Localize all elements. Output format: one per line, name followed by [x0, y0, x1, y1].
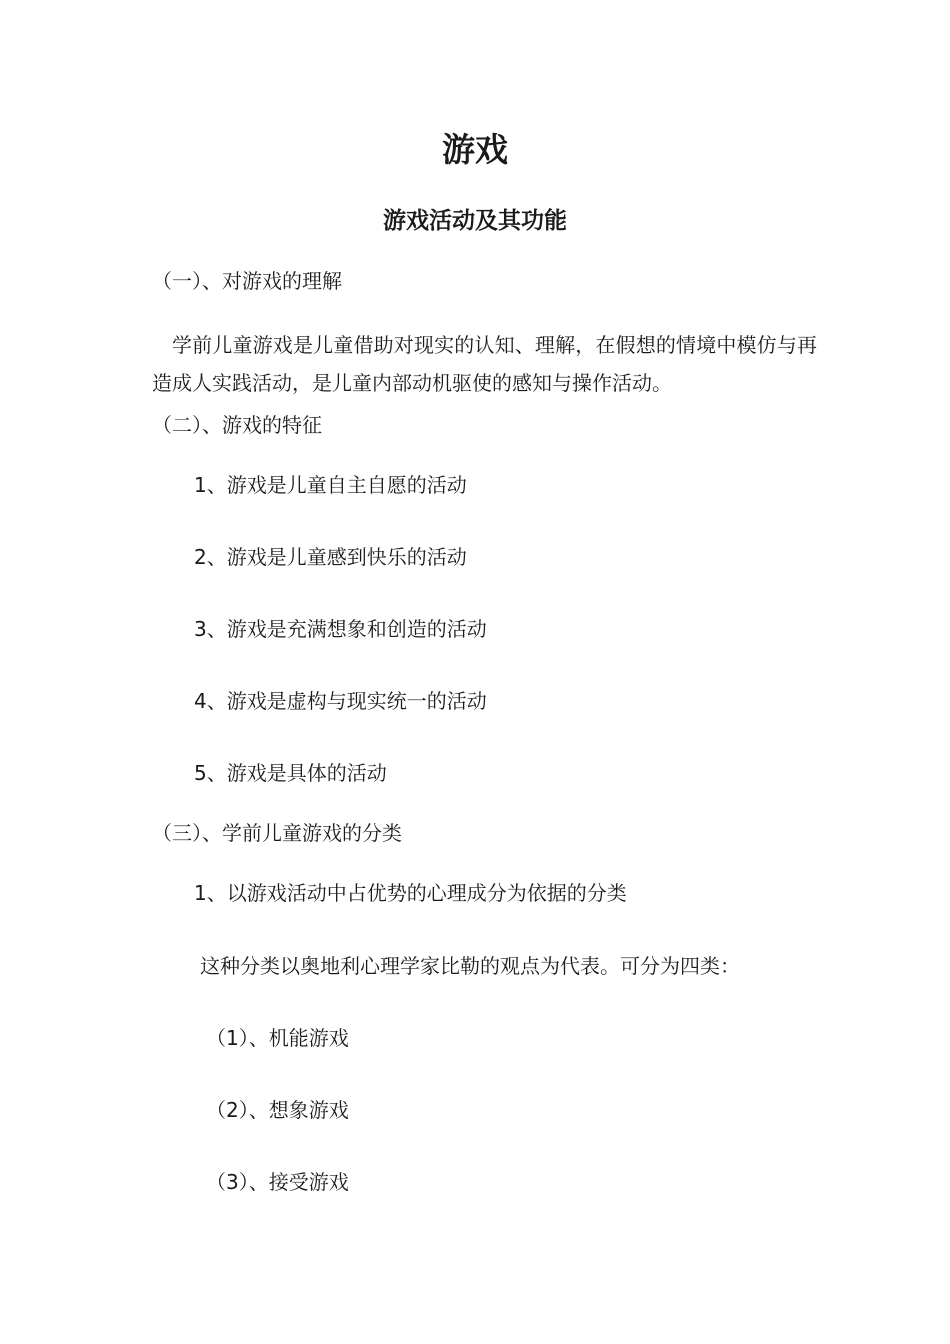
document-subtitle: 游戏活动及其功能 [383, 208, 567, 234]
section-heading-3: （三）、学前儿童游戏的分类 [152, 821, 402, 845]
section-3-subheading: 1、以游戏活动中占优势的心理成分为依据的分类 [194, 881, 627, 905]
list-item: 5、游戏是具体的活动 [194, 761, 387, 785]
section-3-description: 这种分类以奥地利心理学家比勒的观点为代表。可分为四类： [200, 954, 740, 978]
list-item: （3）、接受游戏 [206, 1170, 349, 1194]
list-item: 4、游戏是虚构与现实统一的活动 [194, 689, 487, 713]
list-item: （1）、机能游戏 [206, 1026, 349, 1050]
list-item: （2）、想象游戏 [206, 1098, 349, 1122]
section-heading-2: （二）、游戏的特征 [152, 413, 322, 437]
list-item: 3、游戏是充满想象和创造的活动 [194, 617, 487, 641]
section-heading-1: （一）、对游戏的理解 [152, 269, 342, 293]
document-title: 游戏 [442, 130, 508, 169]
section-1-paragraph: 学前儿童游戏是儿童借助对现实的认知、理解，在假想的情境中模仿与再造成人实践活动，是儿童内部动机驱使的感知与操作活动。 [152, 333, 817, 395]
list-item: 1、游戏是儿童自主自愿的活动 [194, 473, 467, 497]
list-item: 2、游戏是儿童感到快乐的活动 [194, 545, 467, 569]
